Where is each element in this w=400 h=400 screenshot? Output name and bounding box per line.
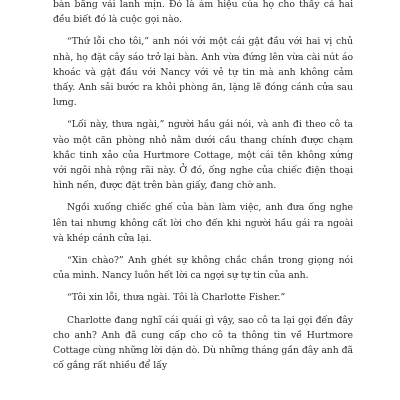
paragraph: “Lối này, thưa ngài,” người hầu gái nói, và anh đi theo cô ta vào một căn phòng nhỏ nằm dưới cầu thang chính được chạm khắc tinh xảo của Hurtmore Cottage, một cái tên không xứng với ngôi nhà rộng rãi này. Ở đó, ống nghe của chiếc điện thoại hình nến, được đặt trên bàn giấy, đang chờ anh. xyxy=(53,119,353,192)
paragraph: Ngồi xuống chiếc ghế của bàn làm việc, anh đưa ống nghe lên tai nhưng không cất lời cho đến khi người hầu gái ra ngoài và khép cánh cửa lại. xyxy=(53,202,353,244)
paragraph: bàn bằng vải lanh mịn. Đó là ám hiệu của họ cho thấy cả hai đều biết đó là cuộc gọi nào. xyxy=(53,0,353,26)
body-text xyxy=(53,0,353,380)
paragraph: “Tôi xin lỗi, thưa ngài. Tôi là Charlotte Fisher.” xyxy=(67,292,286,304)
paragraph: “Thứ lỗi cho tôi,” anh nói với một cái gật đầu với hai vị chủ nhà, họ đặt cây sáo trở lại bàn. Anh vừa đứng lên vừa cài nút áo khoác và gật đầu với Nancy với vẻ tự tin mà anh không cảm thấy. Anh sải bước ra khỏi phòng ăn, lặng lẽ đóng cánh cửa sau lưng. xyxy=(53,36,353,109)
paragraph: “Xin chào?” Anh ghét sự không chắc chắn trong giọng nói của mình. Nancy luôn hết lời ca ngợi sự tự tin của anh. xyxy=(53,255,353,282)
paragraph: Charlotte đang nghĩ cái quái gì vậy, sao cô ta lại gọi đến đây cho anh? Anh đã cung cấp cho cô ta thông tin về Hurtmore Cottage cùng những lời dặn dò. Dù những tháng gần đây anh đã cố gắng rất nhiều để lấy xyxy=(53,314,353,372)
